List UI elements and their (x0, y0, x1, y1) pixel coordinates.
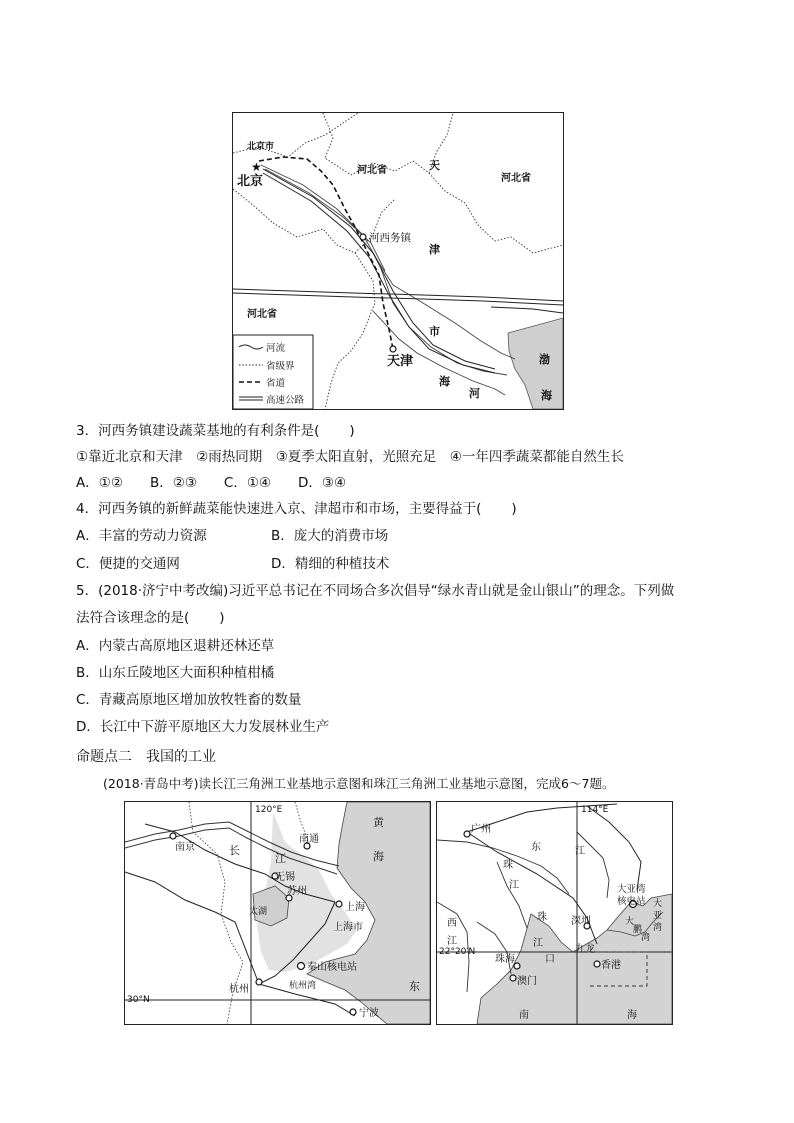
label-hangzhou-bay: 杭州湾 (289, 981, 317, 991)
label-chang: 长 (229, 844, 240, 857)
question-5-option-b: B．山东丘陵地区大面积种植柑橘 (76, 665, 275, 681)
section-title: 命题点二 我国的工业 (76, 749, 216, 765)
label-zhu-2: 珠 (537, 912, 547, 923)
hexiwu-map-drawing (233, 113, 563, 409)
label-huang: 黄 (373, 816, 384, 829)
label-hexiwu-town: 河西务镇 (369, 232, 411, 244)
label-hangzhou: 杭州 (229, 984, 249, 995)
label-macau: 澳门 (517, 976, 537, 987)
map-legend (233, 335, 313, 409)
macau-marker (510, 975, 516, 981)
label-kou: 口 (545, 954, 555, 965)
label-jin: 津 (429, 243, 440, 256)
label-kowloon: 九龙 (575, 944, 595, 955)
question-3 (76, 421, 355, 441)
legend-border-label: 省级界 (266, 361, 295, 372)
lon-114-label: 114°E (581, 805, 609, 815)
label-donghai: 东 (409, 980, 420, 993)
label-zhuhai: 珠海 (495, 954, 515, 965)
question-5-option-d: D．长江中下游平原地区大力发展林业生产 (76, 719, 330, 735)
label-beijing-city: 北京市 (247, 142, 275, 152)
label-hebei-bottom: 河北省 (247, 309, 277, 320)
legend-road-label: 省道 (266, 378, 286, 389)
question-4-option-a: A．丰富的劳动力资源 (76, 528, 207, 544)
label-nanhai: 海 (627, 1010, 637, 1021)
question-4-stem-end: ) (511, 501, 517, 517)
intro-text: (2018·青岛中考)读长江三角洲工业基地示意图和珠江三角洲工业基地示意图，完成6～7题。 (103, 776, 615, 791)
beijing-star-icon: ★ (251, 160, 262, 174)
ningbo-marker (350, 1009, 356, 1015)
label-huanghai: 海 (373, 850, 384, 863)
label-hai: 海 (541, 389, 552, 402)
label-wuxi: 无锡 (275, 872, 295, 883)
question-3-items: ①靠近北京和天津 ②雨热同期 ③夏季太阳直射，光照充足 ④一年四季蔬菜都能自然生长 (76, 449, 624, 465)
question-3-stem-end: ) (349, 423, 355, 439)
hongkong-marker (594, 961, 600, 967)
question-5-line-1: 5．(2018·济宁中考改编)习近平总书记在不同场合多次倡导“绿水青山就是金山银山”的理念。下列做 (76, 583, 675, 599)
guangzhou-marker (464, 831, 470, 837)
tianjin-marker (390, 346, 396, 352)
question-4-option-d: D．精细的种植技术 (271, 556, 390, 572)
question-4 (76, 499, 517, 519)
label-haihe-1: 海 (439, 375, 450, 388)
hexiwu-town-marker (360, 234, 366, 240)
label-qinshan: 秦山核电站 (307, 962, 357, 973)
label-jiang-3: 江 (447, 936, 457, 947)
label-taihu: 太湖 (249, 907, 268, 917)
nanjing-marker (170, 833, 176, 839)
bohai-sea (508, 318, 563, 409)
question-5-option-c: C．青藏高原地区增加放牧牲畜的数量 (76, 692, 302, 708)
question-3-options: A．①② B．②③ C．①④ D．③④ (76, 475, 347, 491)
label-daya-1: 大 (653, 899, 663, 909)
lat-22-20-label: 22°20′N (439, 947, 476, 957)
label-suzhou: 苏州 (287, 886, 307, 897)
pearl-delta-drawing (437, 802, 672, 1024)
legend-river-label: 河流 (266, 343, 286, 354)
question-5-option-a: A．内蒙古高原地区退耕还林还草 (76, 638, 275, 654)
label-wan: 湾 (641, 933, 651, 943)
question-4-option-b: B．庞大的消费市场 (271, 528, 389, 544)
question-3-stem: 3．河西务镇建设蔬菜基地的有利条件是( (76, 423, 320, 439)
label-hebei-right: 河北省 (501, 173, 531, 184)
label-tianjin: 天津 (387, 354, 414, 369)
label-jiang-4: 江 (533, 938, 543, 949)
yangtze-delta-drawing (125, 802, 430, 1024)
label-jiang: 江 (275, 852, 286, 865)
label-daya-3: 湾 (653, 923, 663, 933)
question-5-stem-end: ) (219, 610, 225, 626)
question-5-line-2 (76, 608, 225, 628)
label-jiang: 江 (575, 846, 585, 857)
label-nantong: 南通 (299, 834, 319, 845)
label-haihe-2: 河 (469, 387, 480, 400)
label-guangzhou: 广州 (471, 824, 491, 835)
label-nan: 南 (519, 1010, 529, 1021)
label-shanghai: 上海 (345, 902, 365, 913)
pearl-delta-map (436, 801, 673, 1025)
lat-30-label: 30°N (127, 995, 150, 1005)
lon-120-label: 120°E (255, 805, 283, 815)
label-zhu: 珠 (503, 860, 513, 871)
label-daya-npp-1: 大亚湾 (617, 884, 646, 895)
question-5-stem: 法符合该理念的是( (76, 610, 190, 626)
question-4-stem: 4．河西务镇的新鲜蔬菜能快速进入京、津超市和市场，主要得益于( (76, 501, 482, 517)
hexiwu-map (232, 112, 564, 410)
shanghai-marker (336, 901, 342, 907)
label-hebei-top: 河北省 (357, 165, 387, 176)
legend-highway-label: 高速公路 (266, 395, 305, 406)
label-xi: 西 (447, 918, 457, 929)
label-tian: 天 (429, 159, 440, 172)
label-daya-2: 亚 (653, 911, 663, 921)
label-hongkong: 香港 (601, 960, 621, 971)
yangtze-delta-map (124, 801, 431, 1025)
label-dong: 东 (531, 842, 541, 853)
hangzhou-marker (256, 979, 262, 985)
label-nanjing: 南京 (175, 842, 195, 853)
label-shi: 市 (429, 325, 440, 338)
question-4-option-c: C．便捷的交通网 (76, 556, 180, 572)
label-shanghai-city: 上海市 (333, 922, 363, 933)
label-ningbo: 宁波 (359, 1008, 379, 1019)
label-shenzhen: 深圳 (571, 916, 591, 927)
label-da: 大 (625, 917, 635, 927)
label-jiang-2: 江 (509, 880, 519, 891)
label-peng: 鹏 (633, 925, 643, 935)
qinshan-npp-icon (298, 963, 305, 970)
label-daya-npp-2: 核电站 (617, 896, 646, 907)
label-beijing: 北京 (237, 174, 264, 189)
label-bo: 渤 (539, 353, 550, 366)
